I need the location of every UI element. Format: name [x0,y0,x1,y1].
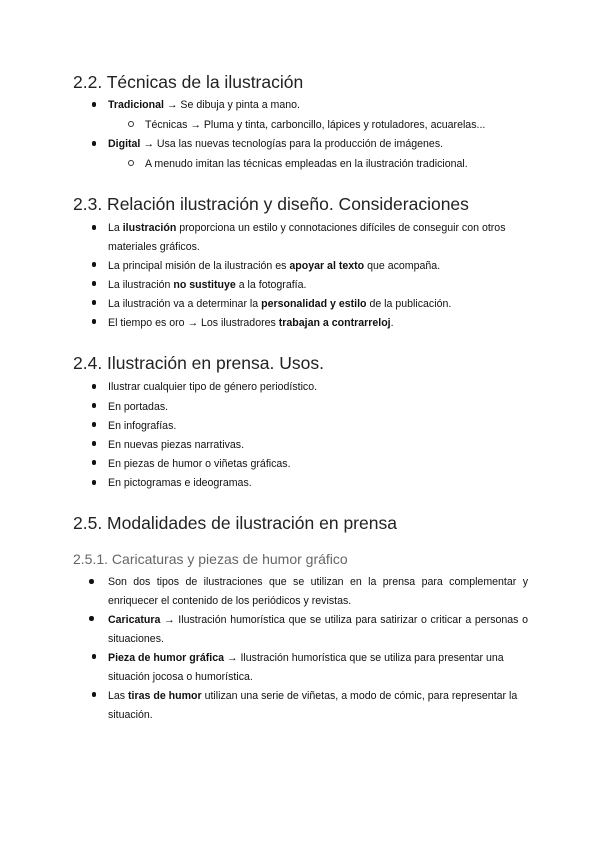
list-item: El tiempo es oro → Los ilustradores trabajan a contrarreloj. [108,314,528,333]
list-item: La ilustración va a determinar la personalidad y estilo de la publicación. [108,295,528,314]
heading-2-3: 2.3. Relación ilustración y diseño. Consideraciones [73,194,469,214]
bullet-icon [89,378,99,397]
ring-bullet-icon [126,116,136,135]
subheading-2-5-1: 2.5.1. Caricaturas y piezas de humor gráfico [73,551,348,567]
sub-list-item: Técnicas → Pluma y tinta, carboncillo, lápices y rotuladores, acuarelas... [145,116,525,135]
list-item: Pieza de humor gráfica → Ilustración humorística que se utiliza para presentar una situación jocosa o humorística. [108,649,528,687]
list-item: Las tiras de humor utilizan una serie de viñetas, a modo de cómic, para representar la situación. [108,687,528,725]
list-item: En infografías. [108,417,528,436]
bullet-icon [89,219,99,238]
bullet-icon [89,573,99,592]
bullet-icon [89,436,99,455]
heading-2-2: 2.2. Técnicas de la ilustración [73,72,304,92]
heading-2-4: 2.4. Ilustración en prensa. Usos. [73,353,324,373]
bullet-icon [89,276,99,295]
bullet-icon [89,687,99,706]
list-item: En nuevas piezas narrativas. [108,436,528,455]
bullet-icon [89,455,99,474]
list-item: La ilustración no sustituye a la fotografía. [108,276,528,295]
list-item: En piezas de humor o viñetas gráficas. [108,455,528,474]
list-item: Caricatura → Ilustración humorística que se utiliza para satirizar o criticar a personas o situaciones. [108,611,528,649]
list-item: Ilustrar cualquier tipo de género periodístico. [108,378,528,397]
bullet-icon [89,417,99,436]
list-item-tradicional: Tradicional → Se dibuja y pinta a mano. [108,96,528,115]
list-item: La principal misión de la ilustración es apoyar al texto que acompaña. [108,257,528,276]
heading-2-5: 2.5. Modalidades de ilustración en prensa [73,513,397,533]
bullet-icon [89,135,99,154]
list-item-digital: Digital → Usa las nuevas tecnologías para la producción de imágenes. [108,135,528,154]
bullet-icon [89,314,99,333]
bullet-icon [89,257,99,276]
ring-bullet-icon [126,155,136,174]
bullet-icon [89,398,99,417]
list-item: Son dos tipos de ilustraciones que se utilizan en la prensa para complementar y enriquecer el contenido de los periódicos y revistas. [108,573,528,611]
bullet-icon [89,295,99,314]
list-item: La ilustración proporciona un estilo y connotaciones difíciles de conseguir con otros materiales gráficos. [108,219,528,257]
bullet-icon [89,649,99,668]
list-item: En portadas. [108,398,528,417]
bullet-icon [89,474,99,493]
list-item: En pictogramas e ideogramas. [108,474,528,493]
bullet-icon [89,611,99,630]
sub-list-item: A menudo imitan las técnicas empleadas en la ilustración tradicional. [145,155,525,174]
bullet-icon [89,96,99,115]
